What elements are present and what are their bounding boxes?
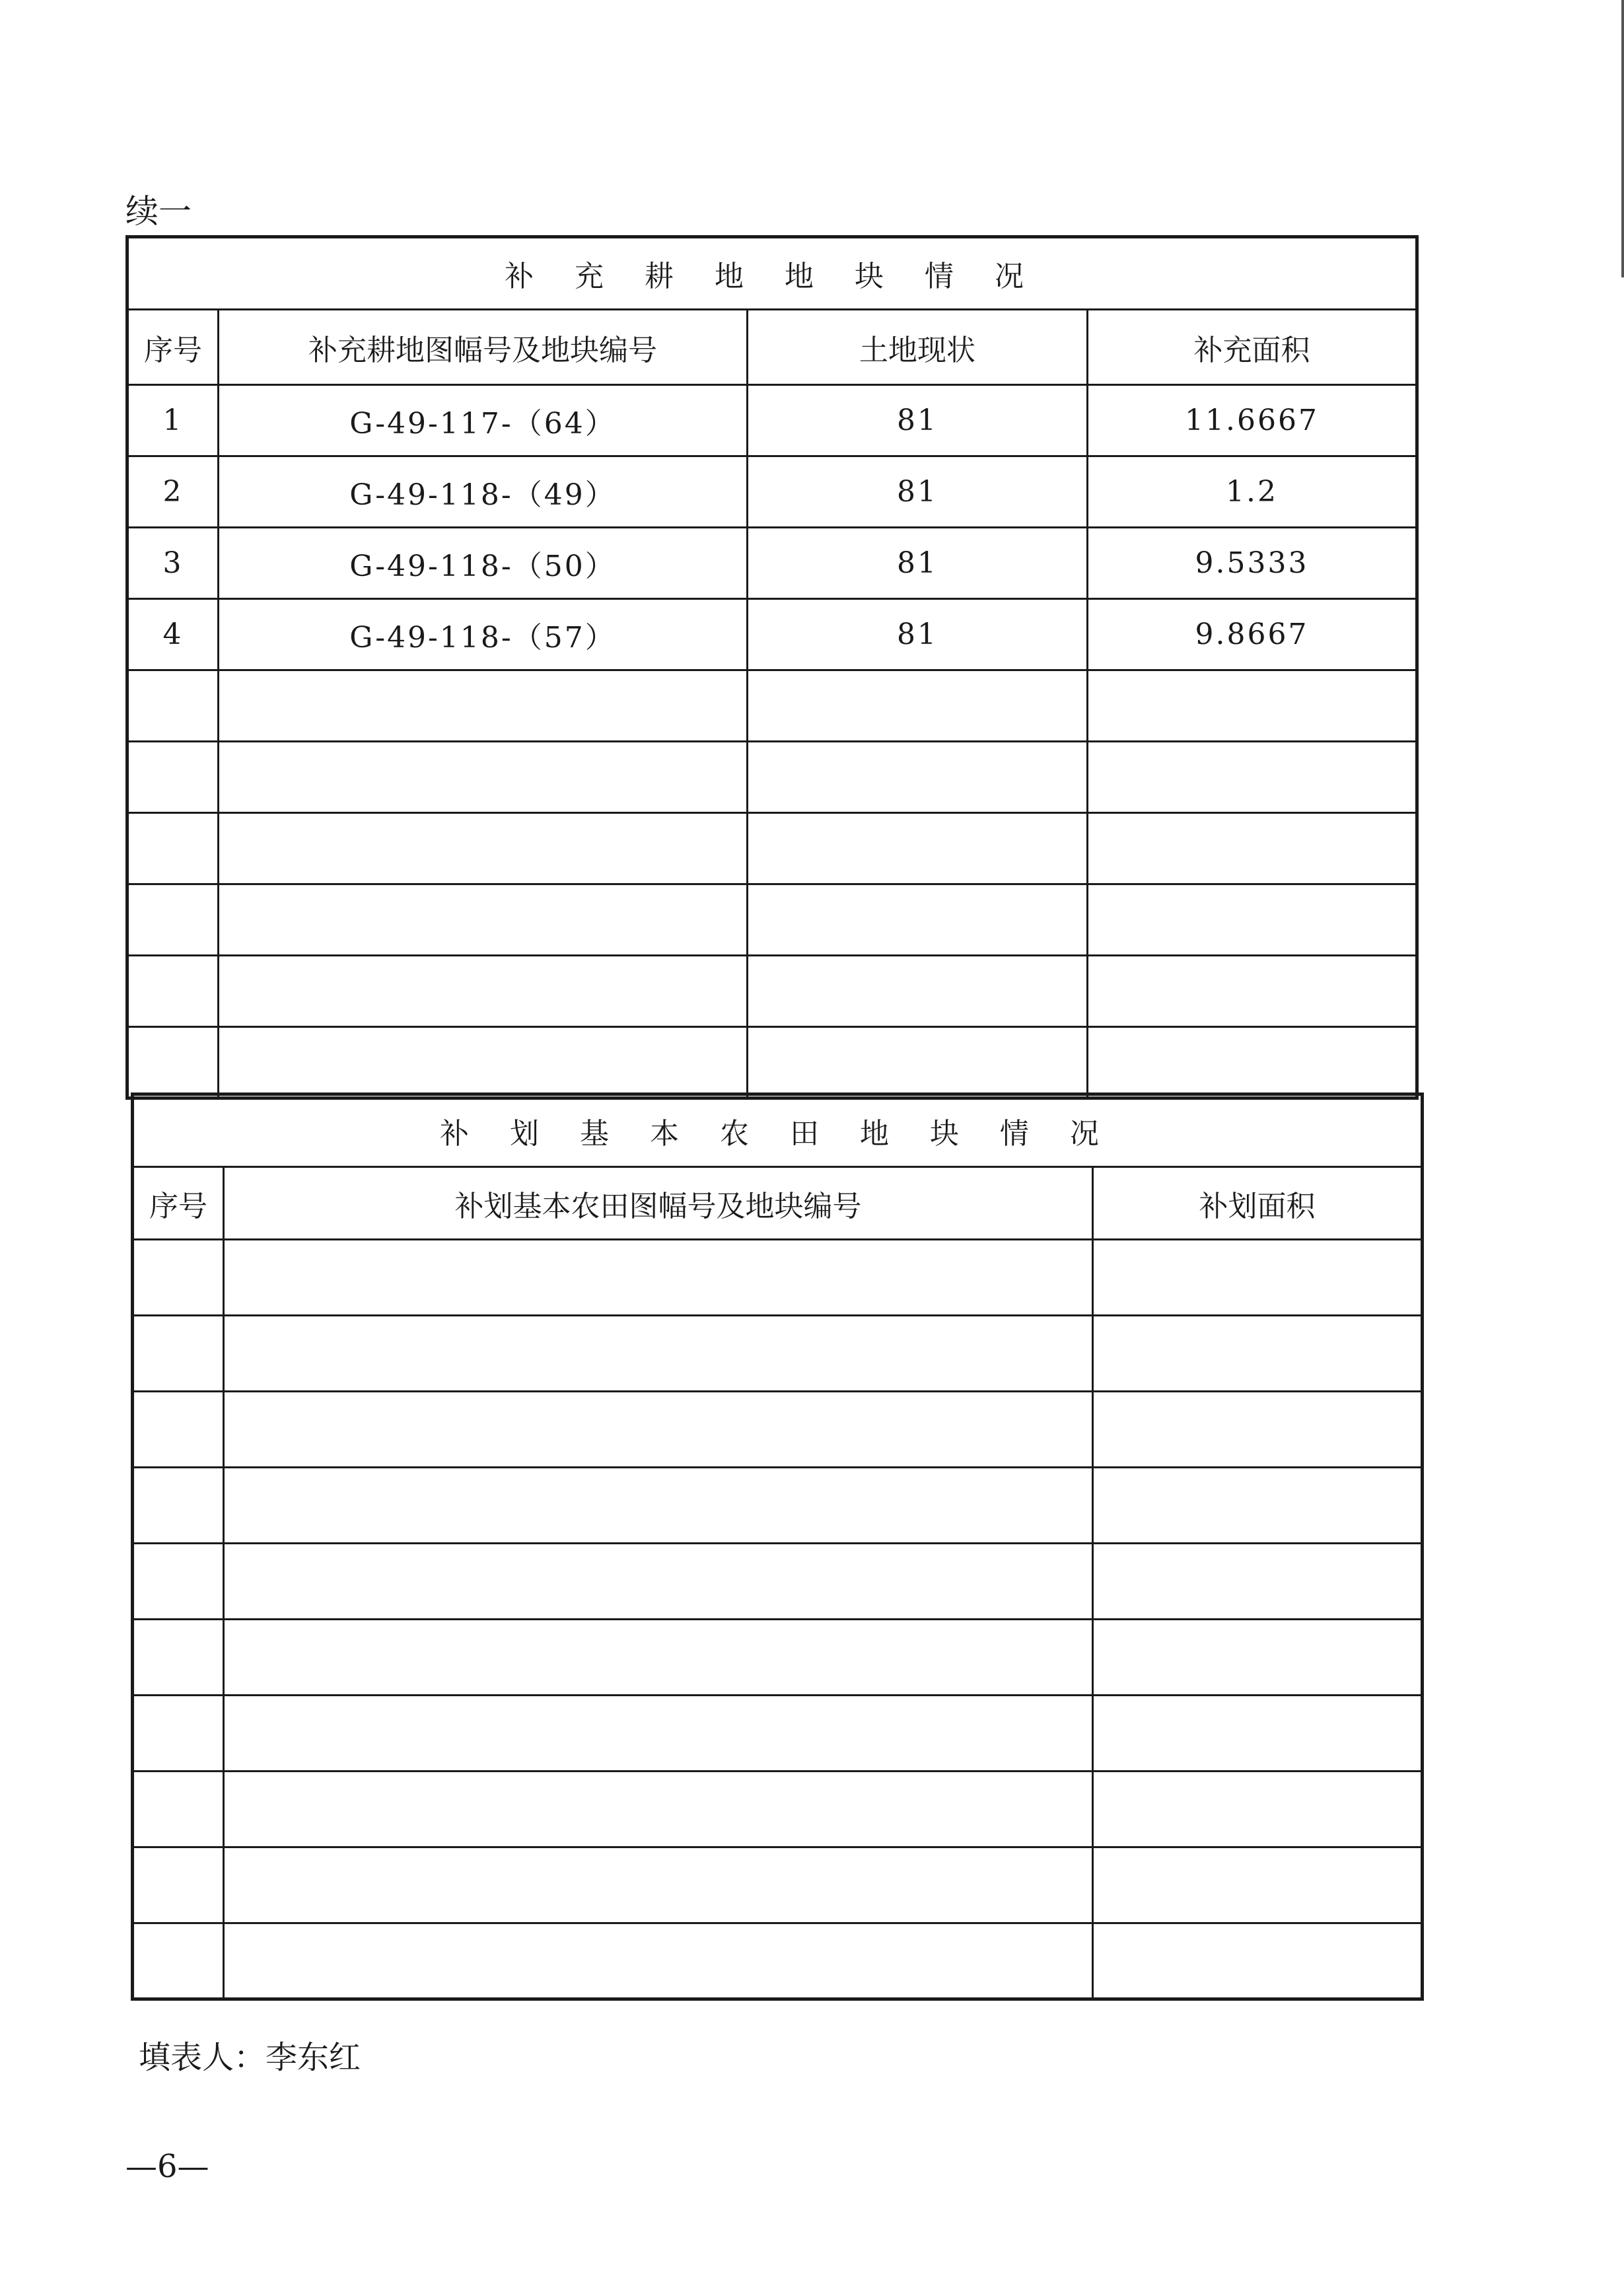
- supplementary-farmland-table: [125, 235, 1419, 1100]
- cell-land-status: [748, 742, 1088, 813]
- cell-plot-number: [224, 1923, 1093, 1999]
- cell-serial: [127, 742, 219, 813]
- form-filler: 填表人：李东红: [139, 2039, 361, 2076]
- cell-supplement-area: [1093, 1923, 1423, 1999]
- header-plot-number: 补充耕地图幅号及地块编号: [219, 310, 748, 385]
- table-row: [127, 956, 1417, 1027]
- table-row: [133, 1847, 1423, 1923]
- cell-serial: [133, 1468, 224, 1544]
- cell-land-status: [748, 670, 1088, 742]
- cell-supplement-area: [1088, 1027, 1417, 1098]
- cell-land-status: 81: [748, 385, 1088, 456]
- cell-plot-number: [224, 1544, 1093, 1620]
- cell-plot-number: [219, 956, 748, 1027]
- cell-supplement-area: 9.8667: [1088, 599, 1417, 670]
- cell-plot-number: [224, 1240, 1093, 1316]
- cell-land-status: 81: [748, 528, 1088, 599]
- table-row: [127, 599, 1417, 670]
- table-row: [127, 813, 1417, 884]
- cell-serial: [133, 1240, 224, 1316]
- table-row: [133, 1696, 1423, 1772]
- page-edge-line: [1621, 0, 1624, 277]
- cell-serial: [133, 1923, 224, 1999]
- header-serial: 序号: [133, 1167, 224, 1240]
- cell-supplement-area: [1093, 1392, 1423, 1468]
- cell-serial: [133, 1316, 224, 1392]
- cell-plot-number: [224, 1847, 1093, 1923]
- table-row: [127, 528, 1417, 599]
- cell-supplement-area: [1088, 884, 1417, 956]
- cell-plot-number: [219, 742, 748, 813]
- table-row: [127, 670, 1417, 742]
- cell-supplement-area: [1093, 1544, 1423, 1620]
- cell-serial: [127, 1027, 219, 1098]
- table-row: [133, 1544, 1423, 1620]
- cell-serial: [133, 1847, 224, 1923]
- cell-supplement-area: [1088, 813, 1417, 884]
- cell-plot-number: [219, 1027, 748, 1098]
- cell-plot-number: [219, 813, 748, 884]
- cell-serial: 2: [127, 456, 219, 528]
- cell-supplement-area: [1093, 1620, 1423, 1696]
- cell-serial: [133, 1772, 224, 1847]
- cell-supplement-area: [1088, 956, 1417, 1027]
- cell-serial: [133, 1620, 224, 1696]
- cell-plot-number: [224, 1392, 1093, 1468]
- cell-plot-number: [219, 884, 748, 956]
- header-supplement-area: 补充面积: [1088, 310, 1417, 385]
- table-row: [133, 1468, 1423, 1544]
- cell-land-status: [748, 884, 1088, 956]
- cell-supplement-area: [1088, 670, 1417, 742]
- cell-serial: [127, 670, 219, 742]
- cell-plot-number: G-49-118-（50）: [219, 528, 748, 599]
- header-supplement-area: 补划面积: [1093, 1167, 1423, 1240]
- basic-farmland-table: [131, 1092, 1424, 2001]
- farmland-section-title: 补 充 耕 地 地 块 情 况: [127, 237, 1417, 310]
- cell-serial: [127, 884, 219, 956]
- cell-supplement-area: 11.6667: [1088, 385, 1417, 456]
- table-row: [133, 1620, 1423, 1696]
- cell-supplement-area: [1093, 1847, 1423, 1923]
- cell-serial: [133, 1696, 224, 1772]
- basic-header-row: [133, 1167, 1423, 1240]
- continued-label: 续一: [125, 192, 192, 231]
- table-row: [133, 1316, 1423, 1392]
- cell-supplement-area: [1088, 742, 1417, 813]
- cell-serial: [133, 1392, 224, 1468]
- cell-serial: 3: [127, 528, 219, 599]
- table-row: [133, 1392, 1423, 1468]
- cell-plot-number: [224, 1772, 1093, 1847]
- cell-plot-number: [224, 1468, 1093, 1544]
- basic-title-row: [133, 1094, 1423, 1167]
- cell-land-status: [748, 1027, 1088, 1098]
- header-land-status: 土地现状: [748, 310, 1088, 385]
- cell-plot-number: G-49-118-（57）: [219, 599, 748, 670]
- cell-plot-number: [224, 1620, 1093, 1696]
- cell-supplement-area: [1093, 1468, 1423, 1544]
- header-plot-number: 补划基本农田图幅号及地块编号: [224, 1167, 1093, 1240]
- page-number: —6—: [125, 2148, 209, 2185]
- cell-plot-number: [224, 1696, 1093, 1772]
- cell-land-status: [748, 956, 1088, 1027]
- cell-supplement-area: 9.5333: [1088, 528, 1417, 599]
- table-row: [127, 1027, 1417, 1098]
- farmland-title-row: [127, 237, 1417, 310]
- basic-section-title: 补 划 基 本 农 田 地 块 情 况: [133, 1094, 1423, 1167]
- cell-supplement-area: 1.2: [1088, 456, 1417, 528]
- table-row: [133, 1772, 1423, 1847]
- cell-land-status: 81: [748, 599, 1088, 670]
- cell-plot-number: [219, 670, 748, 742]
- header-serial: 序号: [127, 310, 219, 385]
- cell-plot-number: [224, 1316, 1093, 1392]
- cell-serial: 4: [127, 599, 219, 670]
- cell-serial: [127, 813, 219, 884]
- cell-serial: [133, 1544, 224, 1620]
- table-row: [127, 884, 1417, 956]
- table-row: [127, 456, 1417, 528]
- farmland-header-row: [127, 310, 1417, 385]
- table-row: [133, 1240, 1423, 1316]
- cell-supplement-area: [1093, 1696, 1423, 1772]
- cell-plot-number: G-49-118-（49）: [219, 456, 748, 528]
- cell-land-status: 81: [748, 456, 1088, 528]
- table-row: [127, 742, 1417, 813]
- cell-supplement-area: [1093, 1316, 1423, 1392]
- cell-serial: [127, 956, 219, 1027]
- cell-serial: 1: [127, 385, 219, 456]
- cell-supplement-area: [1093, 1772, 1423, 1847]
- cell-land-status: [748, 813, 1088, 884]
- cell-supplement-area: [1093, 1240, 1423, 1316]
- table-row: [133, 1923, 1423, 1999]
- cell-plot-number: G-49-117-（64）: [219, 385, 748, 456]
- table-row: [127, 385, 1417, 456]
